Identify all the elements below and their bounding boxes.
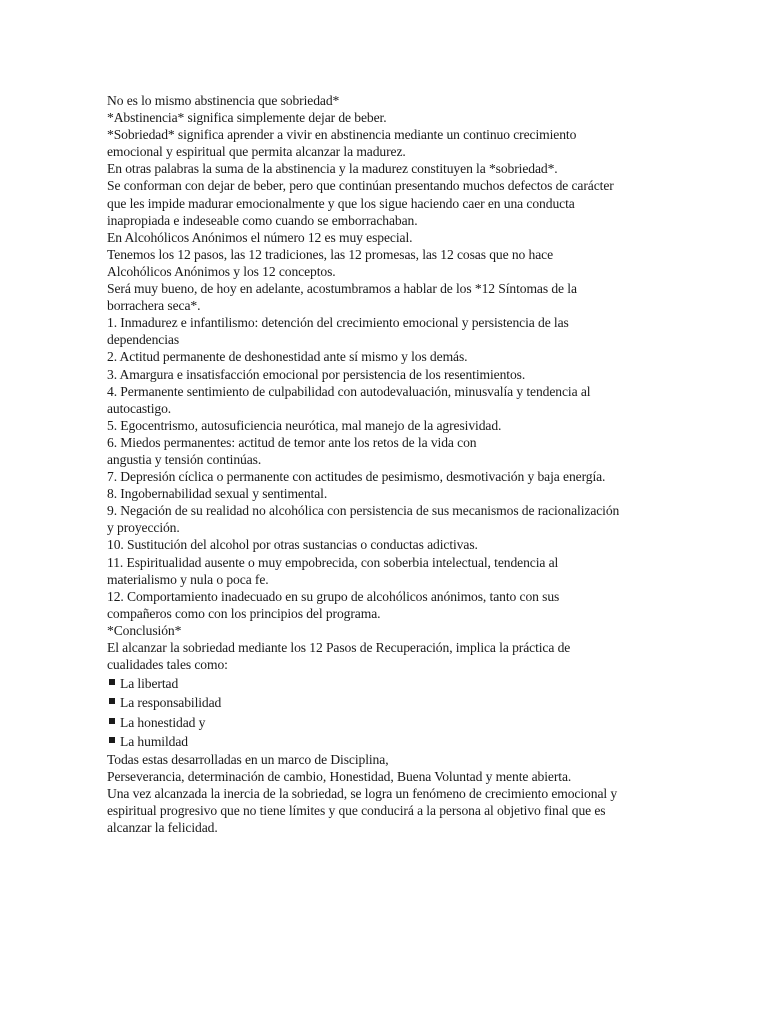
list-item-label: La libertad: [120, 676, 179, 692]
text-line: Será muy bueno, de hoy en adelante, acostumbramos a hablar de los *12 Síntomas de la: [107, 281, 577, 297]
text-line: inapropiada e indeseable como cuando se emborrachaban.: [107, 212, 418, 228]
text-line: *Abstinencia* significa simplemente dejar de beber.: [107, 110, 387, 126]
text-line: materialismo y nula o poca fe.: [107, 571, 269, 587]
text-line: Todas estas desarrolladas en un marco de Disciplina,: [107, 751, 389, 767]
text-line: 3. Amargura e insatisfacción emocional por persistencia de los resentimientos.: [107, 366, 526, 382]
text-line: Una vez alcanzada la inercia de la sobriedad, se logra un fenómeno de crecimiento emocional y: [107, 786, 618, 802]
text-line: 11. Espiritualidad ausente o muy empobrecida, con soberbia intelectual, tendencia al: [107, 554, 559, 570]
square-bullet-icon: [109, 737, 115, 743]
square-bullet-icon: [109, 698, 115, 704]
text-line: emocional y espiritual que permita alcanzar la madurez.: [107, 144, 406, 160]
text-line: 4. Permanente sentimiento de culpabilidad con autodevaluación, minusvalía y tendencia al: [107, 383, 591, 399]
text-line: y proyección.: [107, 520, 180, 536]
text-line: Alcohólicos Anónimos y los 12 conceptos.: [107, 263, 336, 279]
text-line: 9. Negación de su realidad no alcohólica con persistencia de sus mecanismos de racionalización: [107, 503, 620, 519]
document-body: [107, 92, 667, 836]
text-line: 5. Egocentrismo, autosuficiencia neurótica, mal manejo de la agresividad.: [107, 417, 502, 433]
document-text-top: [107, 92, 667, 673]
text-line: Perseverancia, determinación de cambio, Honestidad, Buena Voluntad y mente abierta.: [107, 769, 572, 785]
text-line: alcanzar la felicidad.: [107, 820, 218, 836]
list-item: [107, 732, 667, 751]
text-line: 6. Miedos permanentes: actitud de temor ante los retos de la vida con: [107, 434, 477, 450]
text-line: 8. Ingobernabilidad sexual y sentimental.: [107, 486, 328, 502]
list-item: [107, 693, 667, 712]
list-item: [107, 674, 667, 693]
text-line: 10. Sustitución del alcohol por otras sustancias o conductas adictivas.: [107, 537, 478, 553]
qualities-list: [107, 674, 667, 751]
text-line: borrachera seca*.: [107, 298, 201, 314]
text-line: 2. Actitud permanente de deshonestidad ante sí mismo y los demás.: [107, 349, 468, 365]
square-bullet-icon: [109, 679, 115, 685]
text-line: *Sobriedad* significa aprender a vivir en abstinencia mediante un continuo crecimiento: [107, 127, 577, 143]
square-bullet-icon: [109, 718, 115, 724]
text-line: Tenemos los 12 pasos, las 12 tradiciones, las 12 promesas, las 12 cosas que no hace: [107, 246, 554, 262]
text-line: 1. Inmadurez e infantilismo: detención del crecimiento emocional y persistencia de las: [107, 315, 569, 331]
text-line: autocastigo.: [107, 400, 172, 416]
text-line: 7. Depresión cíclica o permanente con actitudes de pesimismo, desmotivación y baja energía.: [107, 469, 606, 485]
document-text-bottom: [107, 751, 667, 836]
list-item-label: La responsabilidad: [120, 695, 222, 711]
text-line: Se conforman con dejar de beber, pero que continúan presentando muchos defectos de carácter: [107, 178, 614, 194]
text-line: espiritual progresivo que no tiene límites y que conducirá a la persona al objetivo final que es: [107, 803, 606, 819]
list-item-label: La honestidad y: [120, 714, 206, 730]
text-line: que les impide madurar emocionalmente y que los sigue haciendo caer en una conducta: [107, 195, 575, 211]
text-line: angustia y tensión continúas.: [107, 451, 262, 467]
list-item-label: La humildad: [120, 733, 188, 749]
list-item: [107, 713, 667, 732]
text-line: compañeros como con los principios del programa.: [107, 605, 381, 621]
text-line: El alcanzar la sobriedad mediante los 12 Pasos de Recuperación, implica la práctica de: [107, 640, 571, 655]
text-line: 12. Comportamiento inadecuado en su grupo de alcohólicos anónimos, tanto con sus: [107, 588, 560, 604]
text-line: En Alcohólicos Anónimos el número 12 es muy especial.: [107, 229, 413, 245]
text-line: cualidades tales como:: [107, 657, 228, 673]
text-line: No es lo mismo abstinencia que sobriedad*: [107, 93, 340, 108]
text-line: dependencias: [107, 332, 180, 348]
text-line: En otras palabras la suma de la abstinencia y la madurez constituyen la *sobriedad*.: [107, 161, 558, 177]
text-line: *Conclusión*: [107, 622, 182, 638]
